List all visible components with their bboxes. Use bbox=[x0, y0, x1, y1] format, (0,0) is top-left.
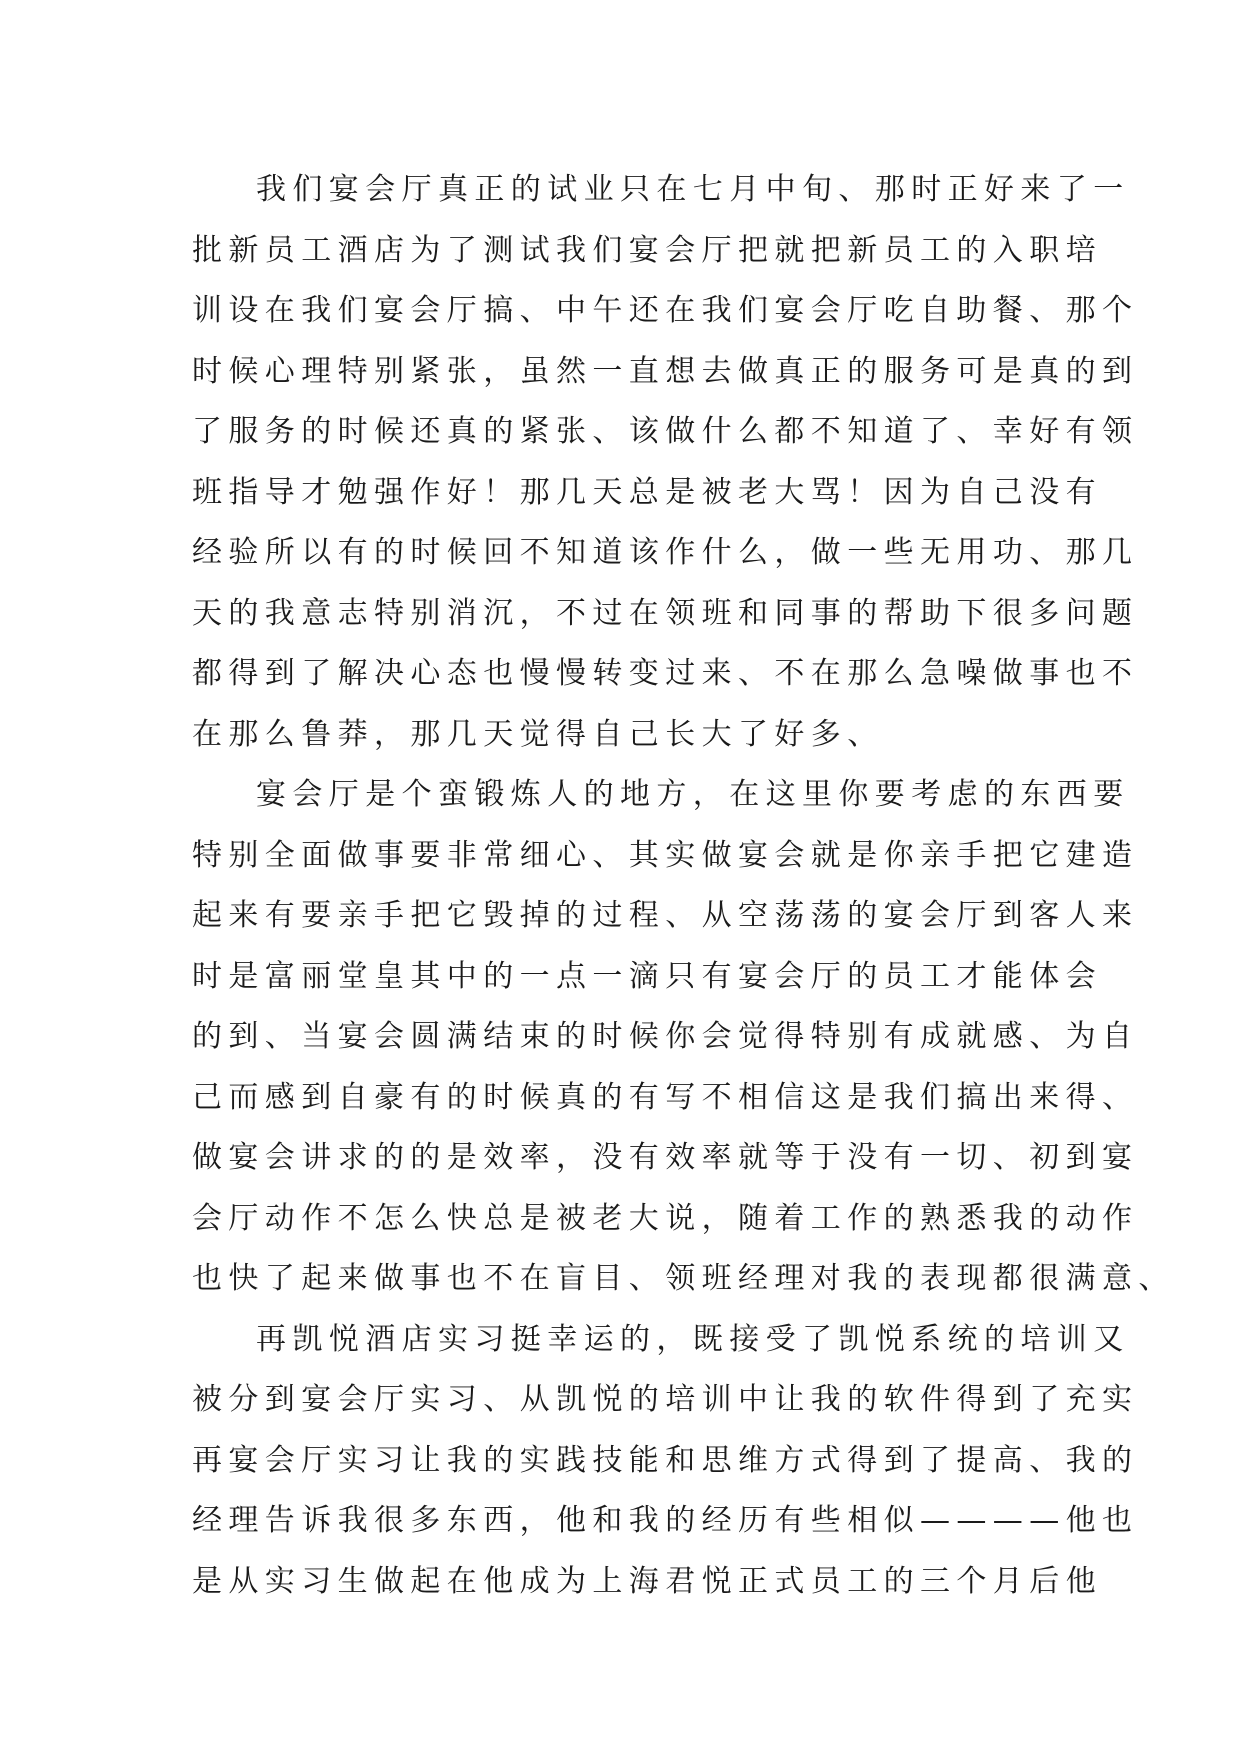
text-line: 再凯悦酒店实习挺幸运的，既接受了凯悦系统的培训又 bbox=[256, 1321, 1130, 1357]
text-line: 批新员工酒店为了测试我们宴会厅把就把新员工的入职培 bbox=[192, 232, 1102, 268]
text-line: 做宴会讲求的的是效率，没有效率就等于没有一切、初到宴 bbox=[192, 1140, 1139, 1175]
text-line: 训设在我们宴会厅搞、中午还在我们宴会厅吃自助餐、那个 bbox=[192, 293, 1139, 328]
text-line: 也快了起来做事也不在盲目、领班经理对我的表现都很满意、 bbox=[192, 1261, 1175, 1296]
text-line: 时是富丽堂皇其中的一点一滴只有宴会厅的员工才能体会 bbox=[192, 958, 1102, 994]
text-line: 宴会厅是个蛮锻炼人的地方，在这里你要考虑的东西要 bbox=[256, 777, 1130, 812]
text-line: 会厅动作不怎么快总是被老大说，随着工作的熟悉我的动作 bbox=[192, 1200, 1139, 1236]
text-line: 班指导才勉强作好！那几天总是被老大骂！因为自己没有 bbox=[192, 474, 1102, 510]
text-line: 了服务的时候还真的紧张、该做什么都不知道了、幸好有领 bbox=[192, 414, 1139, 449]
text-line: 是从实习生做起在他成为上海君悦正式员工的三个月后他 bbox=[192, 1563, 1102, 1599]
text-line: 时候心理特别紧张，虽然一直想去做真正的服务可是真的到 bbox=[192, 353, 1139, 389]
text-line: 经理告诉我很多东西，他和我的经历有些相似————他也 bbox=[192, 1503, 1139, 1538]
text-line: 的到、当宴会圆满结束的时候你会觉得特别有成就感、为自 bbox=[192, 1019, 1139, 1054]
text-line: 经验所以有的时候回不知道该作什么，做一些无用功、那几 bbox=[192, 535, 1139, 570]
text-line: 都得到了解决心态也慢慢转变过来、不在那么急噪做事也不 bbox=[192, 656, 1139, 691]
text-line: 在那么鲁莽，那几天觉得自己长大了好多、 bbox=[192, 716, 884, 752]
paragraph bbox=[192, 160, 1139, 765]
text-line: 再宴会厅实习让我的实践技能和思维方式得到了提高、我的 bbox=[192, 1442, 1139, 1478]
text-line: 被分到宴会厅实习、从凯悦的培训中让我的软件得到了充实 bbox=[192, 1382, 1139, 1417]
paragraph bbox=[192, 1310, 1139, 1613]
text-line: 天的我意志特别消沉，不过在领班和同事的帮助下很多问题 bbox=[192, 595, 1139, 631]
paragraph bbox=[192, 765, 1175, 1310]
text-line: 我们宴会厅真正的试业只在七月中旬、那时正好来了一 bbox=[256, 172, 1130, 207]
text-line: 己而感到自豪有的时候真的有写不相信这是我们搞出来得、 bbox=[192, 1079, 1139, 1115]
document-body bbox=[192, 160, 1175, 1612]
text-line: 特别全面做事要非常细心、其实做宴会就是你亲手把它建造 bbox=[192, 837, 1139, 873]
text-line: 起来有要亲手把它毁掉的过程、从空荡荡的宴会厅到客人来 bbox=[192, 898, 1139, 933]
